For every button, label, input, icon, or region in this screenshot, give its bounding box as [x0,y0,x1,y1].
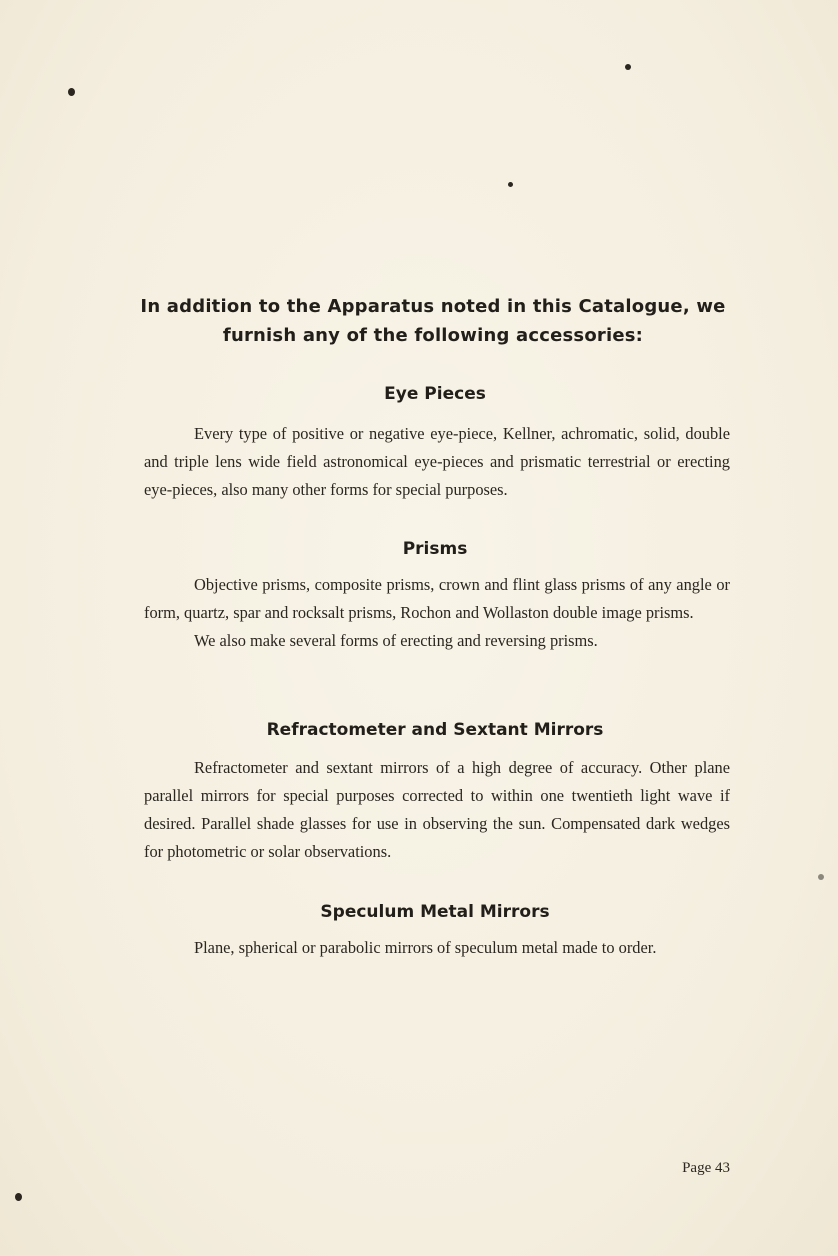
section-heading-speculum-mirrors: Speculum Metal Mirrors [320,902,550,922]
section-heading-eye-pieces: Eye Pieces [384,384,486,404]
paragraph: Refractometer and sextant mirrors of a high degree of accuracy. Other plane parallel mirrors for special purposes corrected to within one twentieth light wave if desired. Parallel shade glasses for use in observing the sun. Compensated dark wedges for photometric or solar observations. [144,758,730,861]
intro-line-2: furnish any of the following accessories: [222,325,644,346]
punch-hole-dot [15,1193,22,1201]
section-body-refractometer-mirrors [144,754,730,866]
intro-line-1: In addition to the Apparatus noted in this Catalogue, we [140,296,726,317]
section-body-eye-pieces [144,420,730,504]
section-body-prisms [144,571,730,655]
intro-text [138,292,728,350]
paragraph: Objective prisms, composite prisms, crown and flint glass prisms of any angle or form, quartz, spar and rocksalt prisms, Rochon and Wollaston double image prisms. [144,575,730,622]
paper-speck [818,874,824,880]
section-heading-refractometer-mirrors: Refractometer and Sextant Mirrors [266,720,604,740]
paragraph: We also make several forms of erecting and reversing prisms. [194,631,598,650]
paper-speck [508,182,513,187]
section-body-speculum-mirrors [144,934,730,962]
paper-speck [625,64,631,70]
paragraph: Every type of positive or negative eye-piece, Kellner, achromatic, solid, double and triple lens wide field astronomical eye-pieces and prismatic terrestrial or erecting eye-pieces, also many other forms for special purposes. [144,424,730,499]
punch-hole-dot [68,88,75,96]
section-heading-prisms: Prisms [402,539,468,559]
page-number: Page 43 [682,1160,730,1176]
paragraph: Plane, spherical or parabolic mirrors of speculum metal made to order. [194,938,657,957]
